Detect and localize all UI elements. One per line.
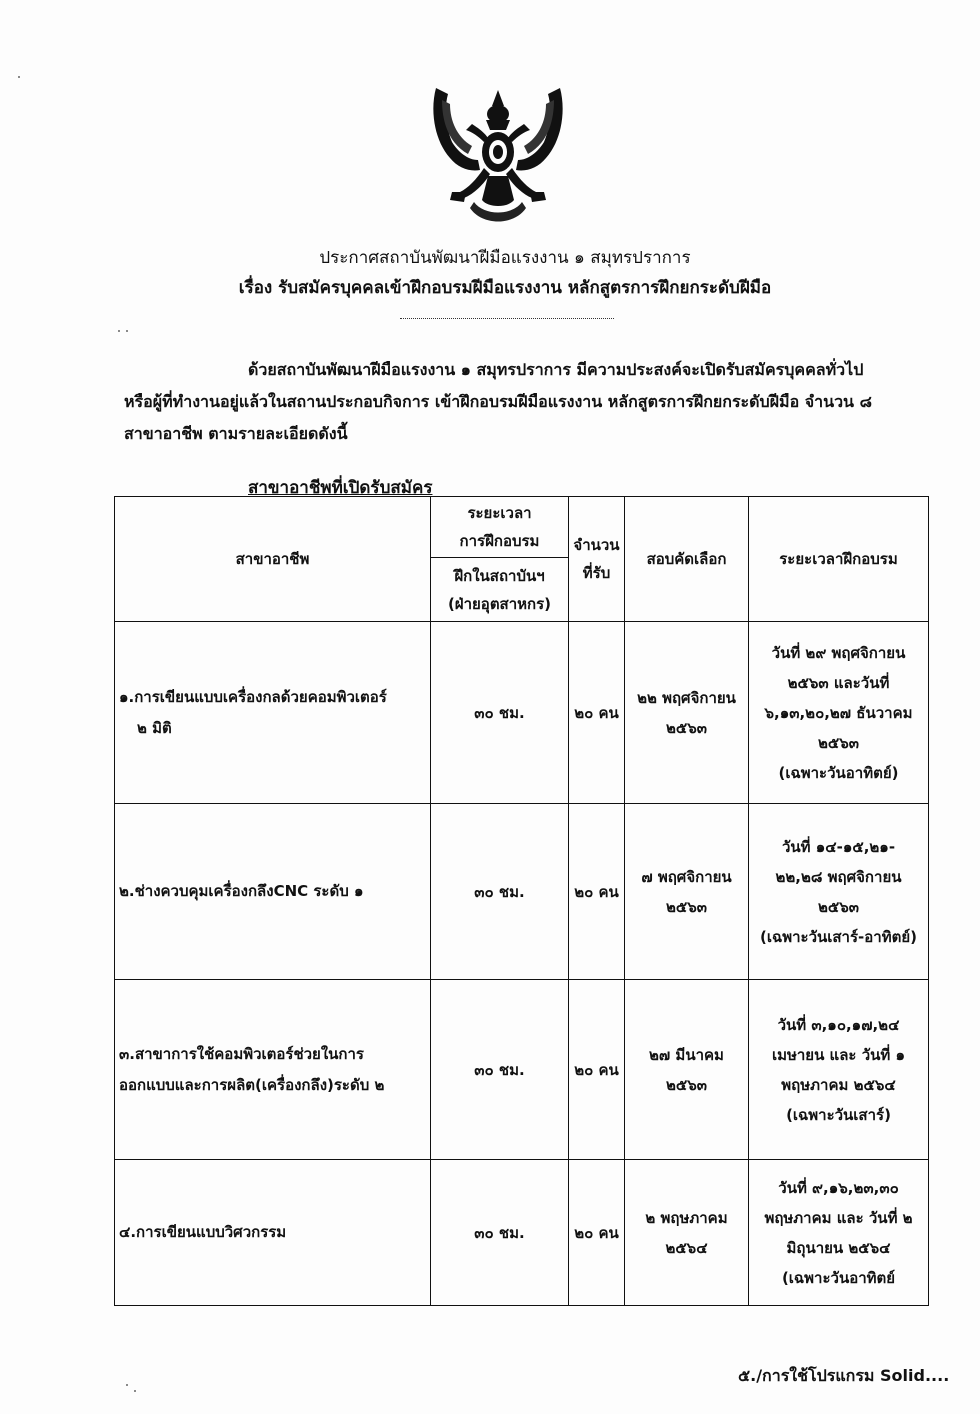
table-row bbox=[115, 1160, 929, 1306]
cell-period: วันที่ ๒๙ พฤศจิกายน ๒๕๖๓ และวันที่ ๖,๑๓,๒๐,๒๗ ธันวาคม ๒๕๖๓ (เฉพาะวันอาทิตย์) bbox=[749, 622, 929, 804]
cell-hours: ๓๐ ชม. bbox=[431, 980, 569, 1160]
garuda-emblem-icon bbox=[428, 80, 568, 230]
header-period: ระยะเวลาฝึกอบรม bbox=[749, 497, 929, 622]
cell-exam: ๗ พฤศจิกายน ๒๕๖๓ bbox=[625, 804, 749, 980]
table-row bbox=[115, 804, 929, 980]
scan-speck bbox=[118, 330, 120, 332]
cell-branch: ๒.ช่างควบคุมเครื่องกลึงCNC ระดับ ๑ bbox=[115, 804, 431, 980]
cell-branch: ๓.สาขาการใช้คอมพิวเตอร์ช่วยในการ ออกแบบและการผลิต(เครื่องกลึง)ระดับ ๒ bbox=[115, 980, 431, 1160]
cell-hours: ๓๐ ชม. bbox=[431, 1160, 569, 1306]
table-header-row bbox=[115, 497, 929, 558]
header-duration: ระยะเวลา การฝึกอบรม bbox=[431, 497, 569, 558]
cell-quota: ๒๐ คน bbox=[569, 804, 625, 980]
cell-period: วันที่ ๙,๑๖,๒๓,๓๐ พฤษภาคม และ วันที่ ๒ มิถุนายน ๒๕๖๔ (เฉพาะวันอาทิตย์ bbox=[749, 1160, 929, 1306]
scan-speck bbox=[134, 1390, 136, 1392]
cell-hours: ๓๐ ชม. bbox=[431, 622, 569, 804]
table-row bbox=[115, 622, 929, 804]
announcement-subject: เรื่อง รับสมัครบุคคลเข้าฝึกอบรมฝีมือแรงงาน หลักสูตรการฝึกยกระดับฝีมือ bbox=[238, 278, 772, 298]
section-title: สาขาอาชีพที่เปิดรับสมัคร bbox=[248, 478, 433, 498]
cell-period: วันที่ ๑๔-๑๕,๒๑- ๒๒,๒๘ พฤศจิกายน ๒๕๖๓ (เฉพาะวันเสาร์-อาทิตย์) bbox=[749, 804, 929, 980]
cell-exam: ๒๒ พฤศจิกายน ๒๕๖๓ bbox=[625, 622, 749, 804]
course-table bbox=[114, 496, 929, 1306]
cell-branch: ๑.การเขียนแบบเครื่องกลด้วยคอมพิวเตอร์ ๒ มิติ bbox=[115, 622, 431, 804]
cell-period: วันที่ ๓,๑๐,๑๗,๒๔ เมษายน และ วันที่ ๑ พฤษภาคม ๒๕๖๔ (เฉพาะวันเสาร์) bbox=[749, 980, 929, 1160]
header-duration-sub: ฝึกในสถาบันฯ (ฝ่ายอุตสาหกร) bbox=[431, 558, 569, 622]
announcement-title: ประกาศสถาบันพัฒนาฝีมือแรงงาน ๑ สมุทรปราการ bbox=[319, 248, 691, 268]
intro-line-2: หรือผู้ที่ทำงานอยู่แล้วในสถานประกอบกิจการ เข้าฝึกอบรมฝีมือแรงงาน หลักสูตรการฝึกยกระดับฝีมือ จำนวน ๘ bbox=[124, 392, 872, 411]
cell-quota: ๒๐ คน bbox=[569, 1160, 625, 1306]
intro-line-3: สาขาอาชีพ ตามรายละเอียดดังนี้ bbox=[124, 424, 348, 443]
header-quota: จำนวน ที่รับ bbox=[569, 497, 625, 622]
scan-speck bbox=[126, 1384, 128, 1386]
cell-branch: ๔.การเขียนแบบวิศวกรรม bbox=[115, 1160, 431, 1306]
cell-quota: ๒๐ คน bbox=[569, 980, 625, 1160]
header-exam: สอบคัดเลือก bbox=[625, 497, 749, 622]
scan-speck bbox=[18, 76, 20, 78]
intro-line-1: ด้วยสถาบันพัฒนาฝีมือแรงงาน ๑ สมุทรปราการ มีความประสงค์จะเปิดรับสมัครบุคคลทั่วไป bbox=[248, 360, 864, 379]
table-row bbox=[115, 980, 929, 1160]
next-page-reference: ๕./การใช้โปรแกรม Solid.... bbox=[738, 1366, 950, 1385]
header-branch: สาขาอาชีพ bbox=[115, 497, 431, 622]
scan-speck bbox=[126, 330, 128, 332]
cell-hours: ๓๐ ชม. bbox=[431, 804, 569, 980]
cell-exam: ๒ พฤษภาคม ๒๕๖๔ bbox=[625, 1160, 749, 1306]
cell-quota: ๒๐ คน bbox=[569, 622, 625, 804]
cell-exam: ๒๗ มีนาคม ๒๕๖๓ bbox=[625, 980, 749, 1160]
dotted-divider bbox=[400, 318, 614, 319]
